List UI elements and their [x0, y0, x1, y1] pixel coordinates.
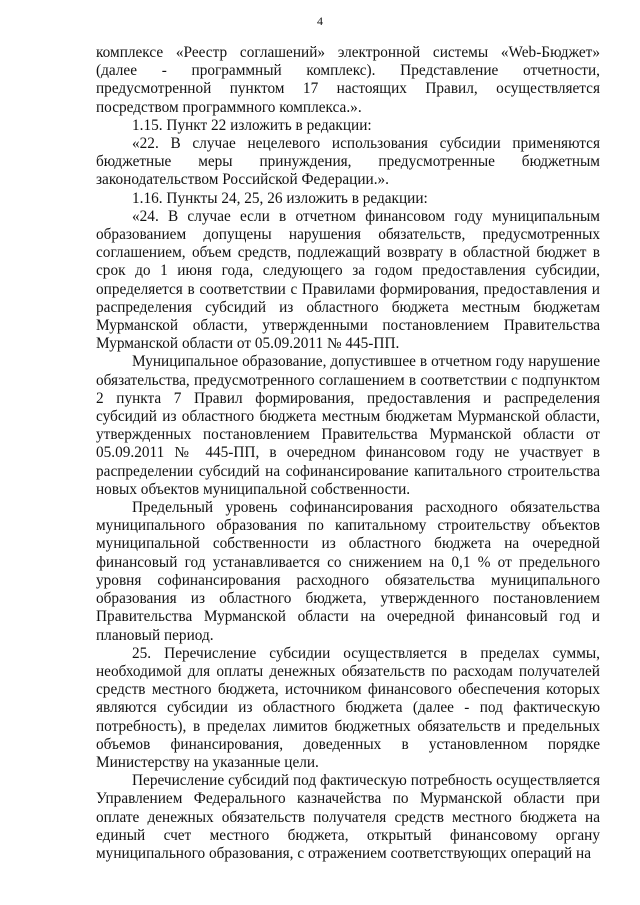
paragraph-municipal-violation: Муниципальное образование, допустившее в отчетном году нарушение обязательства, предусмотренного соглашением в соответствии с подпунктом 2 пункта 7 Правил формирования, предоставления и распределения субсидий из областного бюджета местным бюджетам Мурманской области, утвержденных постановлением Правительства Мурманской области от 05.09.2011 № 445-ПП, в очередном финансовом году не участвует в распределении субсидий на софинансирование капитального строительства новых объектов муниципальной собственности.: [96, 353, 600, 498]
document-body: [96, 44, 600, 863]
paragraph-point-24: «24. В случае если в отчетном финансовом году муниципальным образованием допущены нарушения обязательств, предусмотренных соглашением, объем средств, подлежащий возврату в областной бюджет в срок до 1 июня года, следующего за годом предоставления субсидии, определяется в соответствии с Правилами формирования, предоставления и распределения субсидий из областного бюджета местным бюджетам Мурманской области, утвержденными постановлением Правительства Мурманской области от 05.09.2011 № 445-ПП.: [96, 207, 600, 353]
paragraph-item-1-15: 1.15. Пункт 22 изложить в редакции:: [132, 116, 372, 134]
paragraph-item-1-16: 1.16. Пункты 24, 25, 26 изложить в редакции:: [132, 189, 428, 207]
paragraph-point-22: «22. В случае нецелевого использования субсидии применяются бюджетные меры принуждения, предусмотренные бюджетным законодательством Российской Федерации.».: [96, 135, 600, 189]
page-number: 4: [317, 14, 323, 28]
paragraph-point-25: 25. Перечисление субсидии осуществляется в пределах суммы, необходимой для оплаты денежных обязательств по расходам получателей средств местного бюджета, источником финансового обеспечения которых являются субсидии из областного бюджета (далее - под фактическую потребность), в пределах лимитов бюджетных обязательств и предельных объемов финансирования, доведенных в установленном порядке Министерству на указанные цели.: [96, 644, 600, 771]
paragraph-cofinancing-level: Предельный уровень софинансирования расходного обязательства муниципального образования по капитальному строительству объектов муниципальной собственности из областного бюджета на очередной финансовый год устанавливается со снижением на 0,1 % от предельного уровня софинансирования расходного обязательства муниципального образования из областного бюджета, утвержденного постановлением Правительства Мурманской области на очередной финансовый год и плановый период.: [96, 499, 600, 644]
paragraph-continuation: комплексе «Реестр соглашений» электронной системы «Web-Бюджет» (далее - программный комплекс). Представление отчетности, предусмотренной пунктом 17 настоящих Правил, осуществляется посредством программного комплекса.».: [96, 44, 600, 116]
paragraph-transfer-procedure: Перечисление субсидий под фактическую потребность осуществляется Управлением Федерального казначейства по Мурманской области при оплате денежных обязательств получателя средств местного бюджета на единый счет местного бюджета, открытый финансовому органу муниципального образования, с отражением соответствующих операций на: [96, 772, 600, 862]
